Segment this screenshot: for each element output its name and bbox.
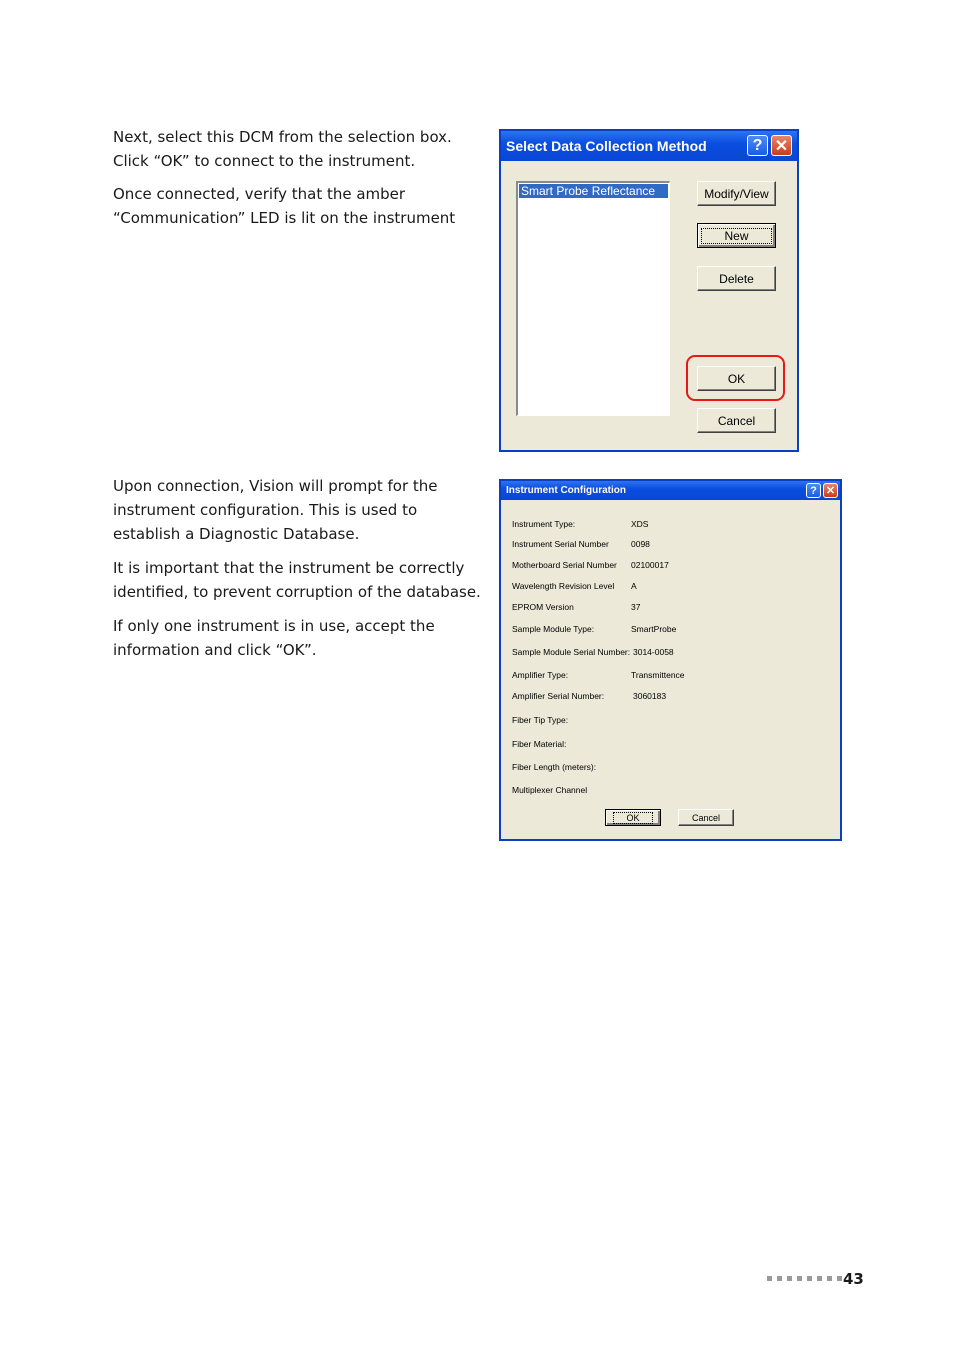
config-value: XDS <box>631 519 649 529</box>
delete-label: Delete <box>719 271 754 286</box>
dcm-listbox[interactable] <box>516 181 670 416</box>
config-row-sample-module-serial <box>512 647 832 661</box>
config-row-amplifier-type <box>512 670 832 684</box>
new-label: New <box>701 228 771 244</box>
new-button[interactable] <box>697 223 776 248</box>
modify-view-button[interactable] <box>697 181 776 206</box>
config-label: Instrument Serial Number <box>512 539 609 549</box>
ok-button[interactable] <box>697 366 776 391</box>
config-row-sample-module-type <box>512 624 832 638</box>
close-icon[interactable]: ✕ <box>771 135 792 156</box>
help-icon[interactable]: ? <box>806 483 821 498</box>
config-label: Fiber Tip Type: <box>512 715 569 725</box>
dialog-titlebar <box>501 131 797 161</box>
config-label: Fiber Length (meters): <box>512 762 597 772</box>
config-value: Transmittence <box>631 670 685 680</box>
paragraph-prompt-config: Upon connection, Vision will prompt for the instrument configuration. This is used to establish a Diagnostic Database. <box>113 477 438 543</box>
page-number: 43 <box>843 1270 864 1288</box>
config-label: Amplifier Serial Number: <box>512 691 605 701</box>
delete-button[interactable] <box>697 266 776 291</box>
config-row-eprom-version <box>512 602 832 616</box>
config-row-multiplexer-channel <box>512 785 832 799</box>
select-dcm-dialog <box>499 129 799 452</box>
config-value: SmartProbe <box>631 624 677 634</box>
config-label: Wavelength Revision Level <box>512 581 615 591</box>
close-icon[interactable]: ✕ <box>823 483 838 498</box>
config-label: Motherboard Serial Number <box>512 560 617 570</box>
config-row-fiber-tip-type <box>512 715 832 729</box>
cancel-button[interactable] <box>697 408 776 433</box>
config-label: Multiplexer Channel <box>512 785 588 795</box>
config-value: 37 <box>631 602 641 612</box>
cancel-button[interactable] <box>678 809 734 826</box>
config-label: EPROM Version <box>512 602 574 612</box>
modify-view-label: Modify/View <box>704 186 769 201</box>
config-row-amplifier-serial <box>512 691 832 705</box>
paragraph-accept-info: If only one instrument is in use, accept the information and click “OK”. <box>113 617 435 659</box>
help-icon[interactable]: ? <box>747 135 768 156</box>
paragraph-verify-led: Once connected, verify that the amber “Communication” LED is lit on the instrument <box>113 185 456 227</box>
config-value: 02100017 <box>631 560 669 570</box>
dialog-title: Instrument Configuration <box>506 485 626 496</box>
config-label: Sample Module Type: <box>512 624 595 634</box>
config-row-fiber-material <box>512 739 832 753</box>
config-row-fiber-length <box>512 762 832 776</box>
config-row-instrument-serial <box>512 539 832 553</box>
paragraph-identify-instrument: It is important that the instrument be correctly identified, to prevent corruption of the database. <box>113 559 481 601</box>
config-value: 3060183 <box>633 691 667 701</box>
config-value: A <box>631 581 637 591</box>
config-value: 3014-0058 <box>633 647 674 657</box>
ok-label: OK <box>727 371 746 386</box>
cancel-label: Cancel <box>691 812 720 823</box>
list-item[interactable]: Smart Probe Reflectance <box>519 184 668 198</box>
config-row-motherboard-serial <box>512 560 832 574</box>
paragraph-select-dcm: Next, select this DCM from the selection box. Click “OK” to connect to the instrument. <box>113 128 452 170</box>
config-label: Sample Module Serial Number: <box>512 647 631 657</box>
ok-button[interactable] <box>605 809 661 826</box>
config-value: 0098 <box>631 539 650 549</box>
page-dots-decoration <box>767 1276 842 1281</box>
config-label: Instrument Type: <box>512 519 576 529</box>
cancel-label: Cancel <box>717 413 756 428</box>
dialog-title: Select Data Collection Method <box>506 138 707 154</box>
ok-label: OK <box>613 812 652 824</box>
config-row-instrument-type <box>512 519 832 533</box>
config-row-wavelength-revision <box>512 581 832 595</box>
dialog-titlebar <box>501 481 840 500</box>
config-label: Amplifier Type: <box>512 670 569 680</box>
instrument-configuration-dialog <box>499 479 842 841</box>
config-label: Fiber Material: <box>512 739 567 749</box>
